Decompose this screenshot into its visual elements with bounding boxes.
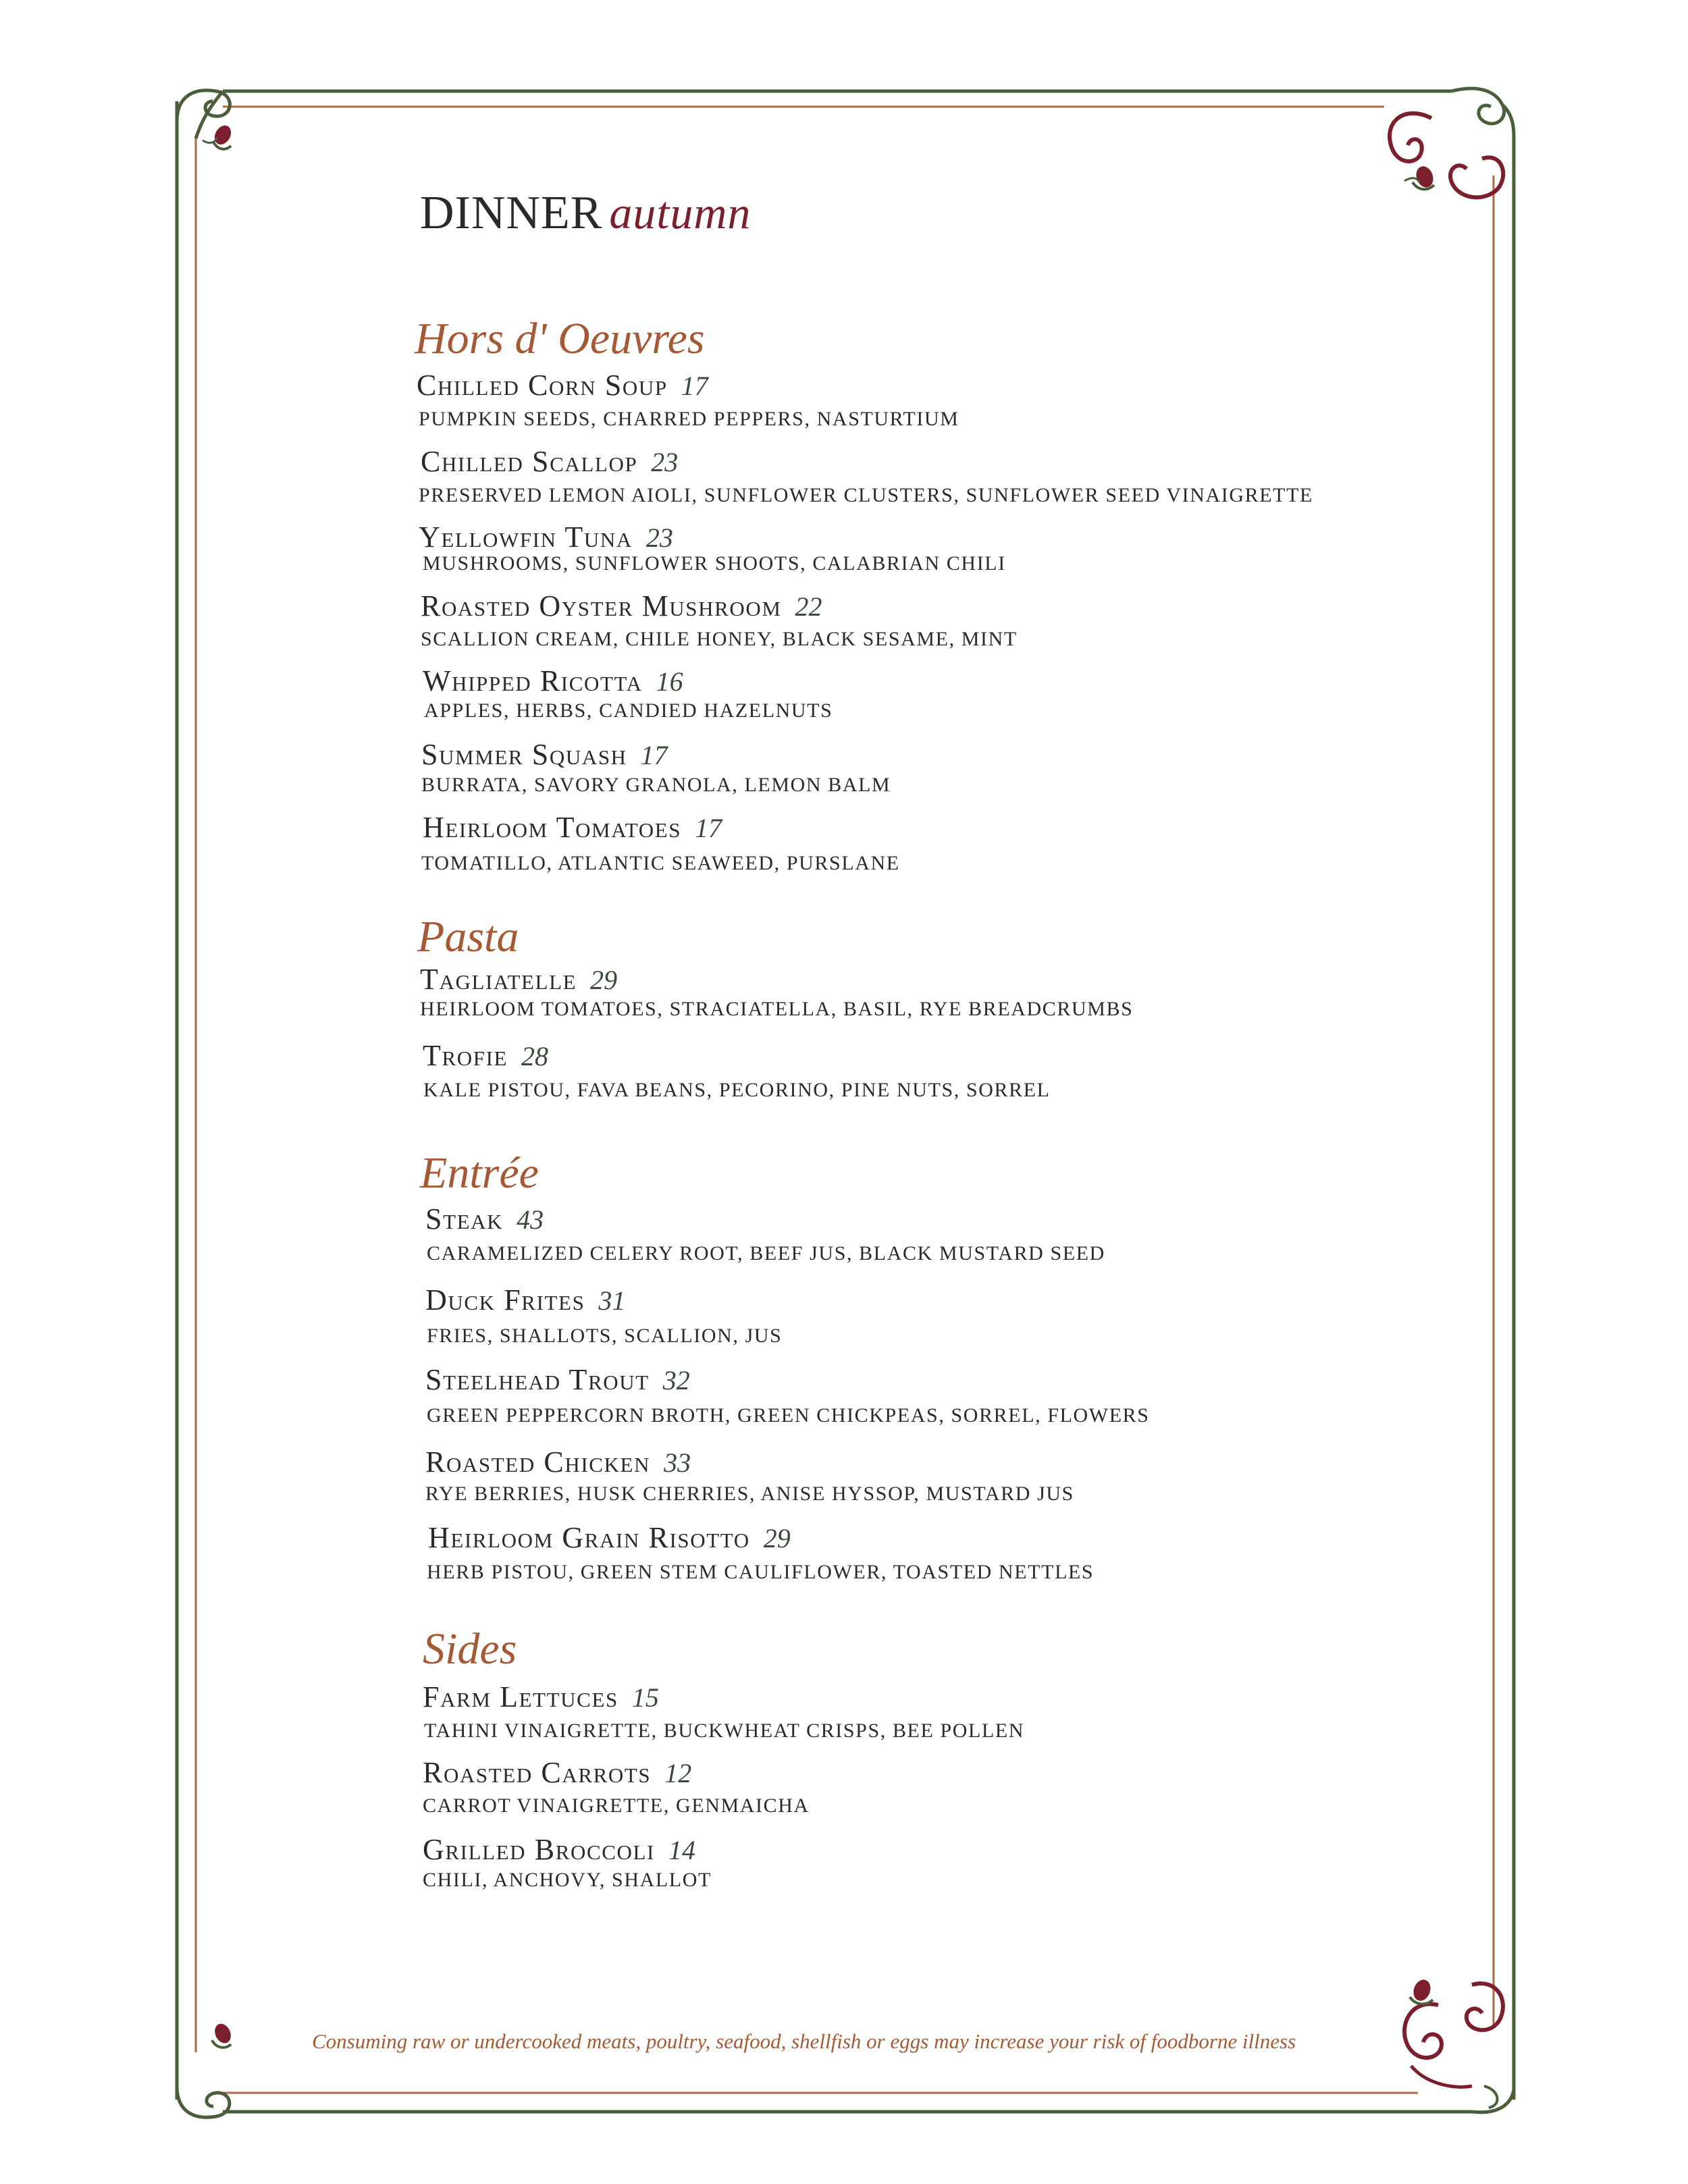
- item-price: 15: [631, 1682, 659, 1713]
- item-name: Heirloom Grain Risotto: [428, 1521, 750, 1554]
- item-name: Steelhead Trout: [425, 1363, 650, 1396]
- menu-item: [421, 737, 668, 772]
- item-price: 43: [517, 1204, 544, 1235]
- item-price: 16: [656, 666, 683, 697]
- item-name: Roasted Carrots: [423, 1756, 652, 1789]
- item-price: 17: [695, 813, 722, 843]
- item-description: KALE PISTOU, FAVA BEANS, PECORINO, PINE NUTS, SORREL: [423, 1079, 1051, 1101]
- item-description: SCALLION CREAM, CHILE HONEY, BLACK SESAME, MINT: [421, 628, 1018, 650]
- item-description: GREEN PEPPERCORN BROTH, GREEN CHICKPEAS, SORREL, FLOWERS: [427, 1404, 1150, 1427]
- menu-item: [423, 1755, 691, 1790]
- item-price: 32: [662, 1365, 690, 1395]
- item-description: CHILI, ANCHOVY, SHALLOT: [423, 1869, 712, 1891]
- item-price: 33: [664, 1447, 691, 1478]
- item-description: HEIRLOOM TOMATOES, STRACIATELLA, BASIL, RYE BREADCRUMBS: [420, 998, 1134, 1020]
- menu-item: [421, 444, 678, 479]
- item-price: 29: [590, 965, 618, 995]
- title-main: DINNER: [420, 187, 603, 239]
- item-description: FRIES, SHALLOTS, SCALLION, JUS: [427, 1325, 783, 1347]
- page-title: [420, 186, 751, 240]
- menu-item: [420, 962, 617, 996]
- item-name: Heirloom Tomatoes: [423, 811, 682, 844]
- item-name: Steak: [425, 1202, 504, 1235]
- menu-item: [423, 1038, 548, 1073]
- item-price: 28: [521, 1041, 549, 1071]
- menu-item: [419, 520, 673, 554]
- title-subtitle: autumn: [609, 187, 751, 238]
- item-price: 14: [668, 1835, 695, 1865]
- item-name: Chilled Scallop: [421, 445, 638, 478]
- menu-item: [425, 1283, 625, 1317]
- menu-item: [423, 810, 722, 845]
- item-name: Trofie: [423, 1039, 508, 1072]
- item-price: 23: [645, 523, 673, 553]
- item-name: Duck Frites: [425, 1283, 585, 1316]
- section-title-entree: Entrée: [420, 1148, 539, 1198]
- menu-item: [428, 1520, 791, 1555]
- item-name: Chilled Corn Soup: [417, 369, 668, 402]
- section-title-sides: Sides: [423, 1624, 517, 1674]
- menu-item: [423, 1832, 695, 1867]
- menu-item: [423, 664, 683, 698]
- item-name: Summer Squash: [421, 738, 627, 771]
- item-description: PRESERVED LEMON AIOLI, SUNFLOWER CLUSTERS, SUNFLOWER SEED VINAIGRETTE: [419, 484, 1313, 506]
- item-price: 12: [664, 1758, 692, 1788]
- item-price: 29: [763, 1523, 791, 1553]
- item-name: Grilled Broccoli: [423, 1833, 655, 1866]
- item-description: CARAMELIZED CELERY ROOT, BEEF JUS, BLACK MUSTARD SEED: [427, 1242, 1105, 1264]
- item-price: 17: [640, 740, 668, 770]
- menu-item: [425, 1362, 690, 1397]
- menu-item: [425, 1202, 544, 1236]
- section-title-pasta: Pasta: [417, 912, 519, 961]
- item-description: HERB PISTOU, GREEN STEM CAULIFLOWER, TOASTED NETTLES: [427, 1561, 1094, 1583]
- menu-item: [425, 1445, 691, 1479]
- item-description: BURRATA, SAVORY GRANOLA, LEMON BALM: [421, 774, 891, 796]
- menu-item: [421, 589, 822, 623]
- item-description: TAHINI VINAIGRETTE, BUCKWHEAT CRISPS, BEE POLLEN: [424, 1720, 1025, 1742]
- item-description: CARROT VINAIGRETTE, GENMAICHA: [423, 1794, 810, 1817]
- item-description: RYE BERRIES, HUSK CHERRIES, ANISE HYSSOP, MUSTARD JUS: [425, 1483, 1074, 1505]
- item-name: Tagliatelle: [420, 963, 577, 996]
- menu-item: [423, 1680, 659, 1714]
- item-price: 17: [681, 371, 708, 401]
- item-name: Yellowfin Tuna: [419, 521, 633, 554]
- item-description: APPLES, HERBS, CANDIED HAZELNUTS: [424, 699, 833, 722]
- item-name: Farm Lettuces: [423, 1680, 618, 1713]
- item-name: Roasted Oyster Mushroom: [421, 589, 782, 622]
- item-name: Whipped Ricotta: [423, 664, 643, 697]
- item-description: MUSHROOMS, SUNFLOWER SHOOTS, CALABRIAN CHILI: [423, 552, 1006, 575]
- food-safety-disclaimer: Consuming raw or undercooked meats, poultry, seafood, shellfish or eggs may increase your risk of foodborne illness: [312, 2029, 1296, 2053]
- item-description: TOMATILLO, ATLANTIC SEAWEED, PURSLANE: [421, 852, 900, 874]
- item-description: PUMPKIN SEEDS, CHARRED PEPPERS, NASTURTIUM: [419, 408, 959, 430]
- menu-item: [417, 368, 708, 402]
- item-price: 31: [598, 1285, 626, 1316]
- item-price: 22: [795, 591, 822, 622]
- item-name: Roasted Chicken: [425, 1445, 651, 1479]
- section-title-hors-doeuvres: Hors d' Oeuvres: [415, 314, 705, 363]
- item-price: 23: [651, 447, 679, 477]
